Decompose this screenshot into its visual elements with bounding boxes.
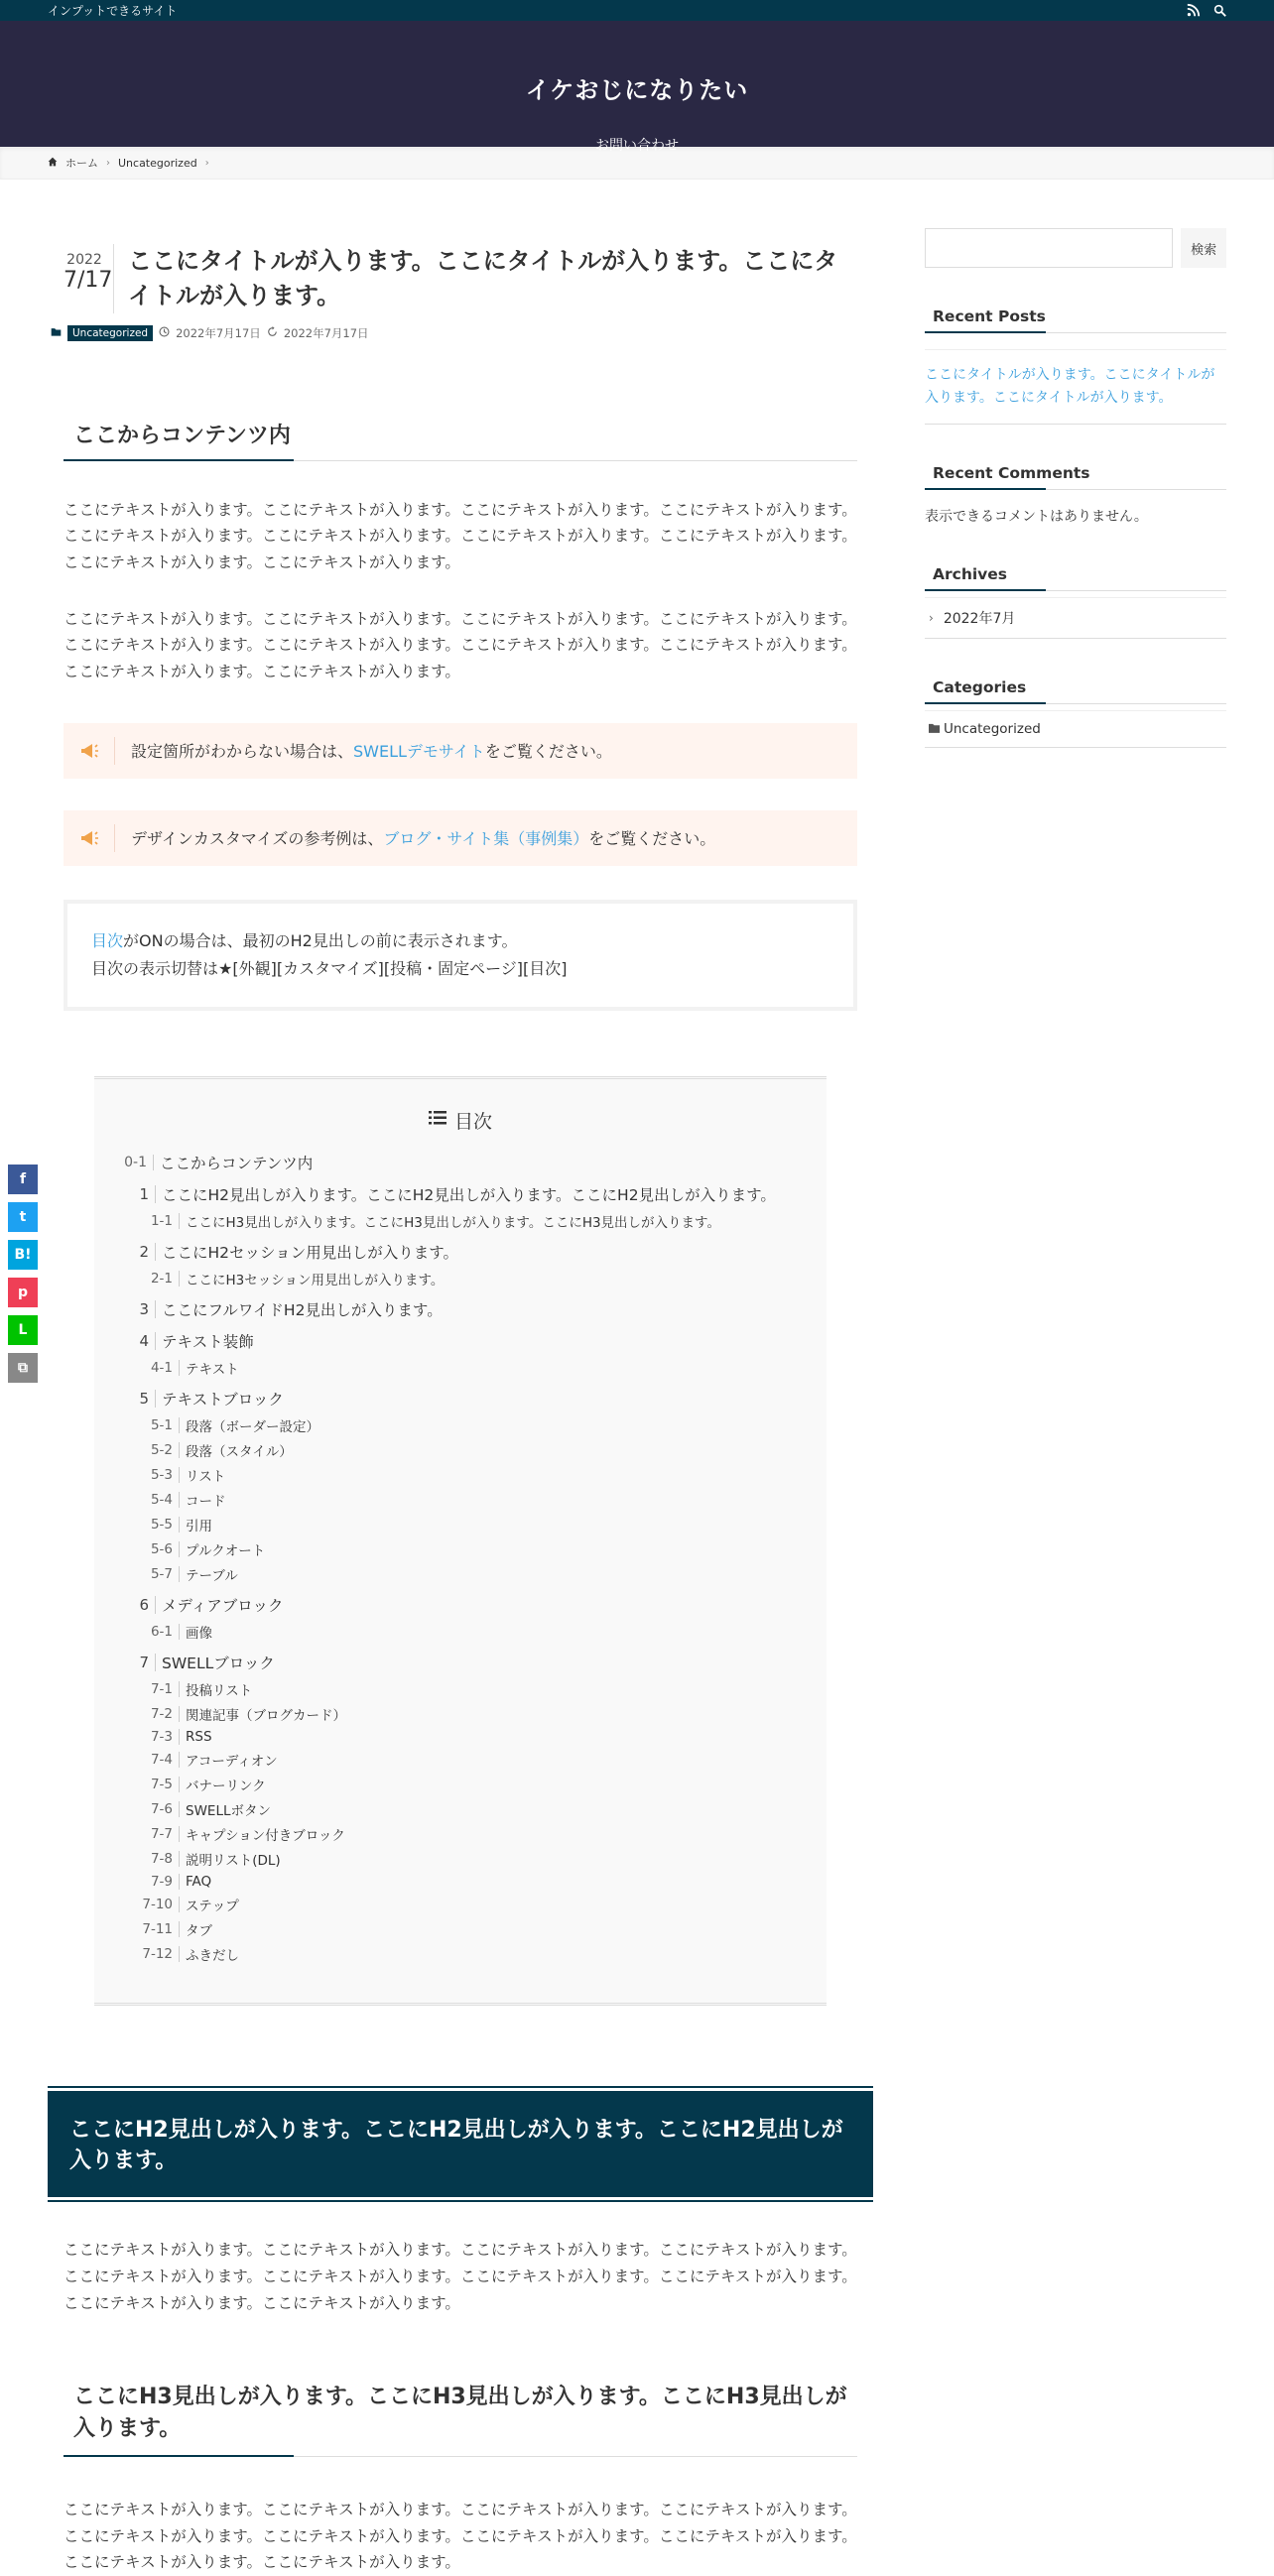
recent-post-link[interactable]: ここにタイトルが入ります。ここにタイトルが入ります。ここにタイトルが入ります。 bbox=[925, 349, 1226, 424]
toc-item-number: 4 bbox=[118, 1332, 156, 1350]
toc-item-label: アコーディオン bbox=[186, 1753, 278, 1770]
section-heading-intro: ここからコンテンツ内 bbox=[64, 411, 857, 457]
published-date: 2022年7月17日 bbox=[176, 325, 261, 340]
sidebar bbox=[925, 228, 1226, 748]
main-content bbox=[64, 228, 857, 2576]
toc-item[interactable] bbox=[118, 1440, 803, 1460]
toc-item[interactable] bbox=[118, 1622, 803, 1642]
swell-demo-link[interactable]: SWELLデモサイト bbox=[353, 742, 485, 762]
home-icon bbox=[48, 157, 58, 170]
toc-item-label: SWELLボタン bbox=[186, 1802, 271, 1819]
toc-item-label: ここにH2セッション用見出しが入ります。 bbox=[162, 1243, 458, 1262]
toc-link[interactable]: 目次 bbox=[91, 930, 124, 950]
pocket-icon[interactable]: p bbox=[8, 1278, 38, 1307]
modified-date: 2022年7月17日 bbox=[283, 325, 369, 340]
table-of-contents bbox=[94, 1076, 827, 2006]
toc-item-label: ここにフルワイドH2見出しが入ります。 bbox=[162, 1300, 443, 1319]
toc-item[interactable] bbox=[118, 1465, 803, 1485]
toc-item-number: 7-3 bbox=[118, 1729, 180, 1745]
toc-item[interactable] bbox=[118, 1241, 803, 1263]
toc-item-number: 7-4 bbox=[118, 1752, 180, 1768]
toc-item[interactable] bbox=[118, 1824, 803, 1844]
chevron-right-icon: › bbox=[106, 157, 110, 169]
toc-item[interactable] bbox=[118, 1775, 803, 1794]
toc-item-number: 6-1 bbox=[118, 1624, 180, 1640]
toc-item-label: ここからコンテンツ内 bbox=[160, 1154, 314, 1172]
note-line2: 目次の表示切替は★[外観][カスタマイズ][投稿・固定ページ][目次] bbox=[91, 958, 568, 978]
archive-item[interactable] bbox=[925, 597, 1226, 638]
toc-item-number: 3 bbox=[118, 1300, 156, 1318]
toc-item[interactable] bbox=[118, 1183, 803, 1205]
toc-item-label: キャプション付きブロック bbox=[186, 1827, 345, 1844]
nav-contact[interactable]: お問い合わせ bbox=[595, 138, 679, 154]
site-header bbox=[0, 21, 1274, 154]
twitter-icon[interactable]: t bbox=[8, 1202, 38, 1232]
paragraph: ここにテキストが入ります。ここにテキストが入ります。ここにテキストが入ります。ここにテキストが入ります。ここにテキストが入ります。ここにテキストが入ります。ここにテキストが入ります。ここにテキストが入ります。ここにテキストが入ります。ここにテキストが入ります。 bbox=[64, 2241, 857, 2312]
toc-item-label: バナーリンク bbox=[186, 1778, 266, 1794]
category-item[interactable] bbox=[925, 710, 1226, 747]
toc-item-number: 5-3 bbox=[118, 1467, 180, 1483]
toc-item-number: 7-2 bbox=[118, 1706, 180, 1722]
notice-text bbox=[115, 739, 612, 762]
recent-comments-widget bbox=[925, 464, 1226, 526]
toc-item-number: 7 bbox=[118, 1654, 156, 1671]
categories-widget bbox=[925, 678, 1226, 748]
search-widget bbox=[925, 228, 1226, 268]
note-line1: がONの場合は、最初のH2見出しの前に表示されます。 bbox=[123, 930, 518, 950]
paragraph: ここにテキストが入ります。ここにテキストが入ります。ここにテキストが入ります。ここにテキストが入ります。ここにテキストが入ります。ここにテキストが入ります。ここにテキストが入ります。ここにテキストが入ります。ここにテキストが入ります。ここにテキストが入ります。 bbox=[64, 2501, 857, 2572]
toc-list bbox=[118, 1152, 803, 1964]
toc-note-box bbox=[64, 900, 857, 1011]
notice-text-pre: 設定箇所がわからない場合は、 bbox=[131, 742, 354, 762]
toc-item-label: 段落（ボーダー設定） bbox=[186, 1418, 319, 1435]
toc-item-label: RSS bbox=[186, 1728, 212, 1745]
folder-icon bbox=[929, 721, 940, 737]
no-comments-text: 表示できるコメントはありません。 bbox=[925, 509, 1148, 526]
toc-item-number: 7-9 bbox=[118, 1874, 180, 1890]
breadcrumb-home[interactable]: ホーム bbox=[65, 157, 98, 170]
paragraph: ここにテキストが入ります。ここにテキストが入ります。ここにテキストが入ります。ここにテキストが入ります。ここにテキストが入ります。ここにテキストが入ります。ここにテキストが入ります。ここにテキストが入ります。ここにテキストが入ります。ここにテキストが入ります。 bbox=[64, 609, 857, 680]
notice-text-post: をご覧ください。 bbox=[484, 742, 612, 762]
toc-item[interactable] bbox=[118, 1269, 803, 1288]
breadcrumb-category[interactable]: Uncategorized bbox=[118, 156, 197, 170]
toc-title-text: 目次 bbox=[453, 1110, 492, 1133]
toc-title bbox=[118, 1107, 803, 1134]
toc-item[interactable] bbox=[118, 1515, 803, 1534]
toc-item-number: 5-6 bbox=[118, 1541, 180, 1557]
toc-item-number: 5-1 bbox=[118, 1417, 180, 1433]
toc-item-number: 7-5 bbox=[118, 1777, 180, 1792]
toc-item[interactable] bbox=[118, 1895, 803, 1914]
category-item-label: Uncategorized bbox=[944, 721, 1041, 738]
notice-box bbox=[64, 810, 857, 866]
toc-item-number: 7-7 bbox=[118, 1826, 180, 1842]
list-icon bbox=[429, 1109, 446, 1131]
category-badge[interactable]: Uncategorized bbox=[67, 325, 153, 341]
toc-item-label: ステップ bbox=[186, 1898, 239, 1914]
toc-item[interactable] bbox=[118, 1652, 803, 1673]
share-bar bbox=[8, 1165, 38, 1383]
line-icon[interactable]: L bbox=[8, 1315, 38, 1345]
toc-item-number: 2-1 bbox=[118, 1271, 180, 1287]
site-title[interactable]: イケおじになりたい bbox=[525, 76, 749, 104]
toc-item[interactable] bbox=[118, 1211, 803, 1231]
toc-item-number: 4-1 bbox=[118, 1360, 180, 1376]
toc-item-label: 段落（スタイル） bbox=[186, 1443, 293, 1460]
toc-item-number: 7-6 bbox=[118, 1801, 180, 1817]
notice-box bbox=[64, 723, 857, 779]
section-heading-h2: ここにH2見出しが入ります。ここにH2見出しが入ります。ここにH2見出しが入ります。 bbox=[48, 2091, 873, 2198]
hatena-icon[interactable]: B! bbox=[8, 1240, 38, 1270]
copy-icon[interactable]: ⧉ bbox=[8, 1353, 38, 1383]
toc-item-number: 6 bbox=[118, 1596, 156, 1614]
toc-item-label: ふきだし bbox=[186, 1947, 239, 1964]
toc-item[interactable] bbox=[118, 1152, 803, 1173]
toc-item-label: リスト bbox=[186, 1468, 226, 1485]
recent-comments-title: Recent Comments bbox=[925, 464, 1226, 490]
recent-posts-widget bbox=[925, 307, 1226, 425]
toc-item-label: SWELLブロック bbox=[162, 1654, 275, 1672]
toc-item-label: 関連記事（ブログカード） bbox=[186, 1707, 346, 1724]
toc-item[interactable] bbox=[118, 1919, 803, 1939]
toc-item[interactable] bbox=[118, 1750, 803, 1770]
facebook-icon[interactable]: f bbox=[8, 1165, 38, 1194]
toc-item-number: 7-10 bbox=[118, 1897, 180, 1912]
notice-text-post: をご覧ください。 bbox=[588, 829, 716, 849]
archives-title: Archives bbox=[925, 565, 1226, 591]
toc-item-label: テキストブロック bbox=[162, 1390, 284, 1409]
toc-item[interactable] bbox=[118, 1874, 803, 1890]
chevron-right-icon: › bbox=[929, 611, 934, 626]
toc-item-label: ここにH3見出しが入ります。ここにH3見出しが入ります。ここにH3見出しが入ります。 bbox=[186, 1214, 720, 1231]
toc-item[interactable] bbox=[118, 1330, 803, 1352]
showcase-link[interactable]: ブログ・サイト集（事例集） bbox=[383, 829, 589, 849]
toc-item[interactable] bbox=[118, 1298, 803, 1320]
toc-item[interactable] bbox=[118, 1944, 803, 1964]
notice-text bbox=[115, 826, 715, 849]
toc-item-label: タブ bbox=[186, 1922, 212, 1939]
post-meta bbox=[51, 325, 857, 341]
toc-item[interactable] bbox=[118, 1704, 803, 1724]
recent-posts-title: Recent Posts bbox=[925, 307, 1226, 333]
folder-icon bbox=[51, 326, 62, 340]
toc-item-number: 0-1 bbox=[118, 1155, 154, 1170]
toc-item[interactable] bbox=[118, 1799, 803, 1819]
toc-item-number: 7-8 bbox=[118, 1851, 180, 1867]
megaphone-icon bbox=[64, 737, 115, 765]
toc-item-label: メディアブロック bbox=[162, 1596, 284, 1615]
toc-item-number: 2 bbox=[118, 1243, 156, 1261]
toc-item-label: ここにH2見出しが入ります。ここにH2見出しが入ります。ここにH2見出しが入ります。 bbox=[162, 1185, 776, 1204]
toc-item-label: 説明リスト(DL) bbox=[186, 1852, 281, 1869]
toc-item[interactable] bbox=[118, 1849, 803, 1869]
notice-text-pre: デザインカスタマイズの参考例は、 bbox=[131, 829, 384, 849]
toc-item-label: テーブル bbox=[186, 1567, 238, 1584]
toc-item-label: 画像 bbox=[186, 1625, 212, 1642]
toc-item-number: 5-2 bbox=[118, 1442, 180, 1458]
toc-item-number: 5 bbox=[118, 1390, 156, 1408]
toc-item[interactable] bbox=[118, 1490, 803, 1510]
paragraph: ここにテキストが入ります。ここにテキストが入ります。ここにテキストが入ります。ここにテキストが入ります。ここにテキストが入ります。ここにテキストが入ります。ここにテキストが入ります。ここにテキストが入ります。ここにテキストが入ります。ここにテキストが入ります。 bbox=[64, 500, 857, 571]
post-date-year: 2022 bbox=[66, 252, 102, 268]
clock-icon bbox=[159, 326, 170, 340]
toc-item-number: 1 bbox=[118, 1185, 156, 1203]
toc-item-label: FAQ bbox=[186, 1873, 212, 1890]
update-icon bbox=[267, 326, 278, 340]
toc-item[interactable] bbox=[118, 1358, 803, 1378]
chevron-right-icon: › bbox=[204, 157, 209, 169]
section-heading-h3: ここにH3見出しが入ります。ここにH3見出しが入ります。ここにH3見出しが入ります。 bbox=[64, 2382, 857, 2457]
toc-item[interactable] bbox=[118, 1729, 803, 1745]
toc-item-number: 5-4 bbox=[118, 1492, 180, 1508]
toc-item-number: 1-1 bbox=[118, 1213, 180, 1229]
toc-item-label: プルクオート bbox=[186, 1542, 266, 1559]
archives-widget bbox=[925, 565, 1226, 639]
toc-item-label: コード bbox=[186, 1493, 226, 1510]
toc-item[interactable] bbox=[118, 1415, 803, 1435]
toc-item-number: 5-5 bbox=[118, 1517, 180, 1533]
toc-item-number: 5-7 bbox=[118, 1566, 180, 1582]
toc-item-number: 7-11 bbox=[118, 1921, 180, 1937]
post-date bbox=[64, 252, 113, 293]
toc-item-label: ここにH3セッション用見出しが入ります。 bbox=[186, 1272, 445, 1288]
toc-item[interactable] bbox=[118, 1388, 803, 1410]
rss-icon[interactable] bbox=[1187, 4, 1200, 17]
categories-title: Categories bbox=[925, 678, 1226, 704]
search-icon[interactable] bbox=[1213, 4, 1226, 17]
post-title: ここにタイトルが入ります。ここにタイトルが入ります。ここにタイトルが入ります。 bbox=[113, 244, 851, 313]
megaphone-icon bbox=[64, 824, 115, 852]
search-input[interactable] bbox=[925, 228, 1173, 268]
toc-item[interactable] bbox=[118, 1679, 803, 1699]
toc-item-label: テキスト bbox=[186, 1361, 239, 1378]
archive-item-label: 2022年7月 bbox=[943, 611, 1016, 628]
top-bar bbox=[0, 0, 1274, 21]
toc-item-number: 7-12 bbox=[118, 1946, 180, 1962]
toc-item-number: 7-1 bbox=[118, 1681, 180, 1697]
toc-item-label: テキスト装飾 bbox=[162, 1332, 254, 1351]
toc-item-label: 投稿リスト bbox=[186, 1682, 253, 1699]
post-date-md: 7/17 bbox=[64, 268, 113, 293]
toc-item[interactable] bbox=[118, 1564, 803, 1584]
site-tagline: インプットできるサイト bbox=[48, 4, 178, 18]
toc-item[interactable] bbox=[118, 1539, 803, 1559]
toc-item[interactable] bbox=[118, 1594, 803, 1616]
toc-item-label: 引用 bbox=[186, 1518, 212, 1534]
search-button[interactable]: 検索 bbox=[1181, 228, 1226, 268]
